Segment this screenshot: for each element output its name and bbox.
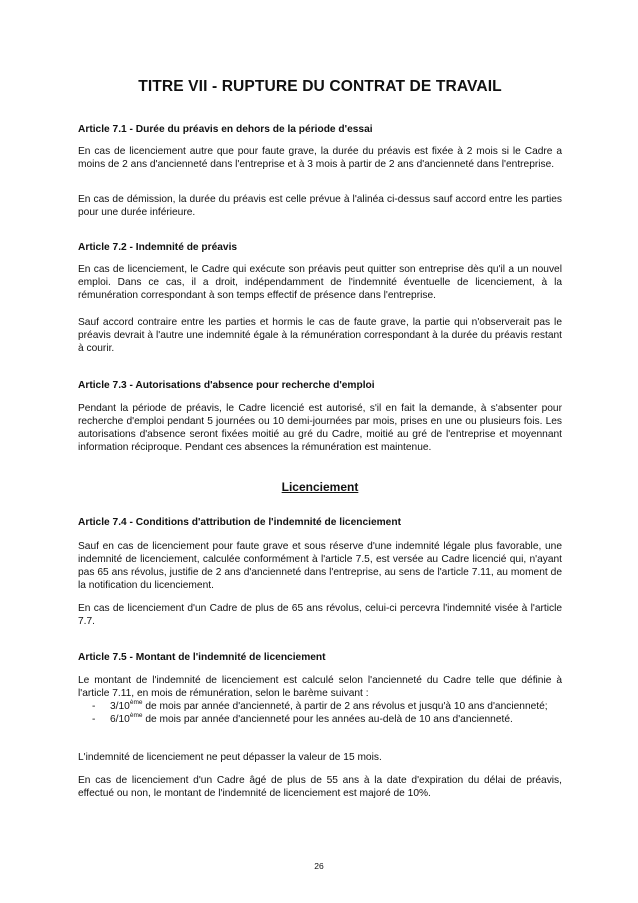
article-7-1-paragraph-2: En cas de démission, la durée du préavis est celle prévue à l'alinéa ci-dessus sauf accord entre les parties pour une durée inférieure. [78,194,562,219]
page-number: 26 [314,861,324,871]
list-item-text: de mois par année d'ancienneté pour les années au-delà de 10 ans d'ancienneté. [142,714,513,726]
article-7-1-heading: Article 7.1 - Durée du préavis en dehors de la période d'essai [78,124,373,135]
article-7-2-paragraph-1: En cas de licenciement, le Cadre qui exécute son préavis peut quitter son entreprise dès qu'il a un nouvel emploi. Dans ce cas, il a droit, indépendamment de l'indemnité éventuelle de licenciement, à la rémunération correspondant à son temps effectif de présence dans l'entreprise. [78,264,562,302]
article-7-5-paragraph-1: Le montant de l'indemnité de licenciement est calculé selon l'ancienneté du Cadre telle que définie à l'article 7.11, en mois de rémunération, selon le barème suivant : [78,675,562,700]
article-7-2-paragraph-2: Sauf accord contraire entre les parties et hormis le cas de faute grave, la partie qui n'observerait pas le préavis devrait à l'autre une indemnité égale à la rémunération correspondant à la durée du préavis restant à courir. [78,317,562,355]
article-7-1-paragraph-1: En cas de licenciement autre que pour faute grave, la durée du préavis est fixée à 2 mois si le Cadre a moins de 2 ans d'ancienneté dans l'entreprise et à 3 mois à partir de 2 ans d'ancienneté dans l'entreprise. [78,146,562,171]
list-item [78,713,562,726]
article-7-2-heading: Article 7.2 - Indemnité de préavis [78,242,238,253]
article-7-5-heading: Article 7.5 - Montant de l'indemnité de licenciement [78,652,326,663]
list-bullet: - [92,701,96,712]
section-title-licenciement: Licenciement [281,480,359,494]
ordinal-suffix: ème [129,699,143,706]
article-7-4-paragraph-1: Sauf en cas de licenciement pour faute grave et sous réserve d'une indemnité légale plus favorable, une indemnité de licenciement, calculée conformément à l'article 7.5, est versée au Cadre licencié qui, n'ayant pas 65 ans révolus, justifie de 2 ans d'ancienneté dans l'entreprise, au sens de l'article 7.11, au moment de la notification du licenciement. [78,541,562,592]
fraction-value: 3/10 [110,701,130,712]
article-7-4-paragraph-2: En cas de licenciement d'un Cadre de plus de 65 ans révolus, celui-ci percevra l'indemnité visée à l'article 7.7. [78,603,562,628]
list-bullet: - [92,714,96,726]
page-title: TITRE VII - RUPTURE DU CONTRAT DE TRAVAIL [138,78,502,95]
article-7-5-paragraph-3: En cas de licenciement d'un Cadre âgé de plus de 55 ans à la date d'expiration du délai de préavis, effectué ou non, le montant de l'indemnité de licenciement est majoré de 10%. [78,775,562,800]
ordinal-suffix: ème [129,712,143,720]
indemnity-scale-list [78,700,562,726]
article-7-3-heading: Article 7.3 - Autorisations d'absence pour recherche d'emploi [78,380,375,391]
fraction-value: 6/10 [110,714,130,726]
list-item [78,700,562,713]
article-7-4-heading: Article 7.4 - Conditions d'attribution de l'indemnité de licenciement [78,517,401,528]
list-item-text: de mois par année d'ancienneté, à partir de 2 ans révolus et jusqu'à 10 ans d'ancienneté; [142,701,548,712]
article-7-5-paragraph-2: L'indemnité de licenciement ne peut dépasser la valeur de 15 mois. [78,752,382,763]
article-7-3-paragraph-1: Pendant la période de préavis, le Cadre licencié est autorisé, s'il en fait la demande, à s'absenter pour recherche d'emploi pendant 5 journées ou 10 demi-journées par mois, prises en une ou plusieurs fois. Les autorisations d'absence seront fixées moitié au gré du Cadre, moitié au gré de l'entreprise et moyennant information réciproque. Pendant ces absences la rémunération est maintenue. [78,403,562,454]
